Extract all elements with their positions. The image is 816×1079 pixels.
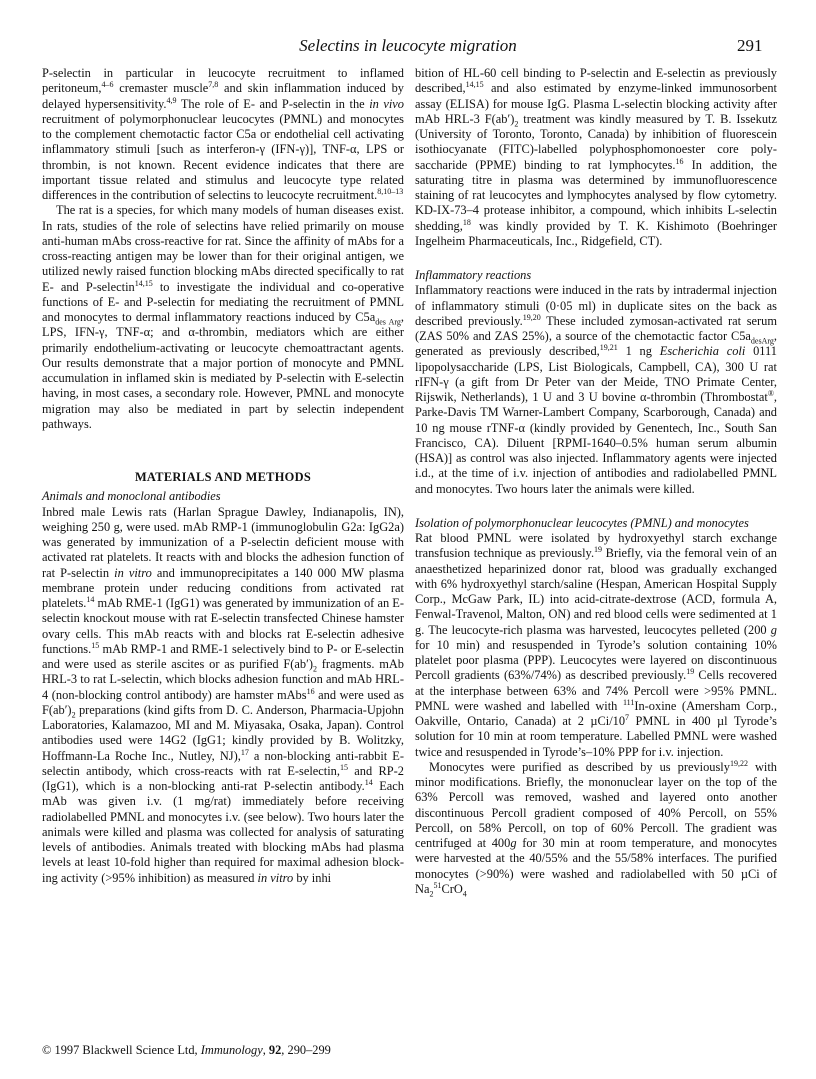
right-column	[415, 66, 777, 897]
section-heading-materials-methods: MATERIALS AND METHODS	[134, 470, 312, 484]
citation-superscript: 51	[433, 880, 442, 890]
citation-superscript: 19	[594, 545, 603, 555]
copyright-footer	[42, 1043, 331, 1058]
page-number: 291	[737, 36, 763, 55]
citation-superscript: 19,21	[599, 343, 618, 353]
citation-superscript: 14,15	[465, 80, 484, 90]
citation-superscript: 16	[675, 156, 684, 166]
paragraph-animals-antibodies: Inbred male Lewis rats (Harlan Sprague Dawley, Indianapolis, IN), weighing 250 g, were used. mAb RMP-1 (immunoglobulin G2a: IgG2a) was generated by immunization of a P-selectin deficient mouse with activated rat platelets. It reacts with and blocks the adhesion function of rat P-selectin in vitro and immunoprecipitates a 140 000 MW plasma membrane protein under reducing conditions from activated rat platelets.$^{14}$ mAb RME-1 (IgG1) was generated by immunization of an E-selectin knockout mouse with rat E-selectin transfected Chinese hamster ovary cells. This mAb reacts with and blocks rat E-selectin adhesive functions.$^{15}$ mAb RMP-1 and RME-1 selectively bind to P- or E-selectin and were used as sterile ascites or as purified $F(ab')_2$ fragments. mAb HRL-3 to rat L-selectin, which blocks adhesion function and mAb HRL-4 (non-blocking control antibody) are hamster mAbs$^{16}$ and were used as $F(ab')_2$ preparations (kind gifts from D. C. Anderson, Pharmacia-Upjohn Laboratories, Kalamazoo, MI and M. Miyasaka, Osaka, Japan). Control antibodies used were 14G2 (IgG1; kindly provided by B. Wolitzky, Hoffmann-La Roche Inc., Nutley, NJ),$^{17}$ a non-blocking anti-rabbit E-selectin antibody, which cross-reacts with rat E-selectin,$^{15}$ and RP-2 (IgG1), which is a non-blocking anti-rat P-selectin antibody.$^{14}$ Each mAb was given i.v. (1 mg/rat) immediately before receiving radiolabelled PMNL and monocytes i.v. (see below). Two hours later the animals were killed and plasma was collected for analysis of saturating levels of antibodies. Animals treated with blocking mAbs had plasma levels at least 10-fold higher than required for maximal adhesion blocking activity (>95% inhibition) as measured in vitro by inhi	[42, 504, 405, 885]
footer-copyright: © 1997 Blackwell Science Ltd,	[42, 1043, 201, 1057]
citation-superscript: 15	[339, 762, 348, 772]
footer-volume: 92	[268, 1043, 282, 1057]
citation-superscript: 15	[91, 640, 100, 650]
running-header-title: Selectins in leucocyte migration	[299, 36, 517, 55]
citation-superscript: 14	[86, 594, 95, 604]
italic-text: in vitro	[257, 870, 294, 885]
subscript: 4	[462, 889, 467, 899]
citation-superscript: 14	[364, 777, 373, 787]
italic-text: in vivo	[369, 96, 404, 111]
left-column	[42, 66, 404, 886]
subscript: des Arg	[375, 317, 401, 327]
subheading-inflammatory-reactions: Inflammatory reactions	[415, 268, 532, 282]
citation-superscript: 19	[686, 667, 695, 677]
paragraph-inflammatory-reactions: Inflammatory reactions were induced in the rats by intradermal injection of inflammatory stimuli (0·05 ml) in duplicate sites on the back as described previously.$^{19,20}$ These included zymosan-activated rat serum (ZAS 50% and ZAS 25%), a source of the chemotactic factor $C5a_{desArg}$, generated as previously described,$^{19,21}$ 1 ng Escherichia coli 0111 lipopolysaccharide (LPS, List Biologicals, Campbell, CA), 300 U rat rIFN-γ (a gift from Dr Peter van der Meide, TNO Primate Center, Rijswik, Netherlands), 1 U and 3 U bovine α-thrombin (Thrombostat®, Parke-Davis TM Warner-Lambert Company, Scarborough, Canada) and 10 ng mouse rTNF-α (kindly provided by Genentech, Inc., South San Francisco, CA). Diluent [RPMI-1640–0.5% human serum albumin (HSA)] as control was also injected. Inflammatory agents were injected i.d., at the time of i.v. injection of antibodies and radiolabelled PMNL and monocytes. Two hours later the animals were killed.	[415, 283, 777, 496]
subscript: 2	[71, 710, 76, 720]
paragraph-antibodies-continued: bition of HL-60 cell binding to P-selectin and E-selectin as previously described,$^{14,15}$ and also estimated by enzyme-linked immunosorbent assay (ELISA) for mouse IgG. Plasma L-selectin blocking activity after mAb HRL-3 $F(ab')_2$ treatment was kindly measured by T. B. Issekutz (University of Toronto, Toronto, Canada) by inhibition of fluorescein isothiocyanate (FITC)-labelled polyphosphomonoester core polysaccharide (PPME) binding to rat lymphocytes.$^{16}$ In addition, the saturating titre in plasma was determined by immunofluorescence staining of rat leucocytes and lymphocytes analysed by flow cytometry. KD-IX-73–4 protease inhibitor, a compound, which inhibits L-selectin shedding,$^{18}$ was kindly provided by T. K. Kishimoto (Boehringer Ingelheim Pharmaceuticals, Inc., Ridgefield, CT).	[415, 66, 778, 248]
subheading-isolation-pmnl: Isolation of polymorphonuclear leucocytes (PMNL) and monocytes	[415, 515, 749, 530]
citation-superscript: 14,15	[134, 278, 153, 288]
citation-superscript: 16	[306, 686, 315, 696]
subscript: 2	[312, 664, 317, 674]
citation-superscript: 7	[625, 712, 630, 722]
citation-superscript: ®	[767, 388, 774, 398]
paragraph-monocytes: Monocytes were purified as described by us previously$^{19,22}$ with minor modifications. Briefly, the mononuclear layer on the top of the 63% Percoll was removed, washed and layered onto another discontinuous Percoll gradient composed of 40% Percoll, on 55% Percoll, on 58% Percoll, on top of 60% Percoll. The gradient was centrifuged at 400g for 30 min at room temperature, and monocytes were harvested at the 40/55% and the 55/58% interfaces. The purified monocytes (>90%) were washed and radiolabelled with 50 µCi of $Na_2^{51}CrO_4$	[415, 758, 777, 899]
italic-text: in vitro	[114, 565, 152, 580]
italic-text: Escherichia coli	[659, 344, 746, 359]
subscript: desArg	[750, 336, 774, 346]
citation-superscript: 7,8	[208, 80, 219, 90]
citation-superscript: 4,9	[166, 95, 177, 105]
paragraph-isolation-pmnl: Rat blood PMNL were isolated by hydroxyethyl starch exchange transfusion technique as previously.$^{19}$ Briefly, via the femoral vein of an anaesthetized heparinized donor rat, blood was gradually exchanged with 6% hydroxyethyl starch/saline (Hespan, American Hospital Supply Corp., McGaw Park, IL) into acid-citrate-dextrose (ACD, formula A, Fenwal-Travenol, Malton, ON) and red blood cells were sedimented at 1 g. The leucocyte-rich plasma was harvested, leucocytes pelleted (200 g for 10 min) and resuspended in Tyrode’s solution containing 10% platelet poor plasma (PPP). Leucocytes were layered on discontinuous Percoll gradients (63%/74%) as described previously.$^{19}$ Cells recovered at the interphase between 63% and 74% Percoll were >95% PMNL. PMNL were washed and labelled with $^{111}$In-oxine (Amersham Corp., Oakville, Ontario, Canada) at 2 µCi/$10^7$ PMNL in 400 µl Tyrode’s solution for 10 min at room temperature. Labelled PMNL were washed twice and resuspended in Tyrode’s–10% PPP for i.v. injection.	[415, 531, 778, 759]
paragraph-intro-continued: P-selectin in particular in leucocyte recruitment to inflamed peritoneum,$^{4-6}$ cremaster muscle$^{7,8}$ and skin inflammation induced by delayed hypersensitivity.$^{4,9}$ The role of E- and P-selectin in the in vivo recruitment of polymorphonuclear leucocytes (PMNL) and monocytes to the complement chemotactic factor C5a or endothelial cell activating inflammatory stimuli [such as interferon-γ (IFN-γ)], TNF-α, LPS or thrombin, is not known. Recent evidence indicates that there are important tissue related and stimulus and leucocyte type related differences in the contribution of selectins to leucocyte recruitment.$^{8,10-13}$	[42, 66, 404, 202]
italic-text: g	[510, 836, 517, 850]
footer-pages: , 290–299	[281, 1043, 331, 1057]
citation-superscript: 19,22	[729, 758, 748, 768]
subscript: 2	[429, 889, 434, 899]
subscript: 2	[514, 119, 519, 129]
citation-superscript: 18	[462, 217, 471, 227]
italic-text: g	[770, 622, 777, 637]
paragraph-rat-models: The rat is a species, for which many models of human diseases exist. In rats, studies of the role of selectins have relied primarily on mouse anti-human mAbs cross-reactive for rat. Since the affinity of mAbs for a cross-reacting antigen may be lower than for their original antigen, we utilized newly raised function blocking mAbs directed specifically to rat E- and P-selectin$^{14,15}$ to investigate the individual and co-operative functions of E- and P-selectin for mediating the recruitment of PMNL and monocytes to dermal inflammatory reactions induced by $C5a_{des Arg}$, LPS, IFN-γ, TNF-α; and α-thrombin, mediators which are either primarily endothelium-activating or leucocyte chemoattractant agents. Our results demonstrate that a major portion of monocyte and PMNL accumulation in inflamed skin is mediated by P-selectin with E-selectin having, in most cases, a secondary role. However, PMNL and monocyte migration may also be mediated in part by selectin independent pathways.	[42, 203, 404, 431]
footer-separator: ,	[262, 1043, 269, 1057]
citation-superscript: 17	[240, 747, 249, 757]
citation-superscript: 19,20	[522, 312, 541, 322]
subheading-animals-antibodies: Animals and monoclonal antibodies	[42, 489, 221, 504]
footer-journal: Immunology	[200, 1043, 263, 1057]
citation-superscript: 4–6	[101, 80, 114, 90]
citation-superscript: 8,10–13	[377, 186, 404, 196]
citation-superscript: 111	[622, 697, 635, 707]
